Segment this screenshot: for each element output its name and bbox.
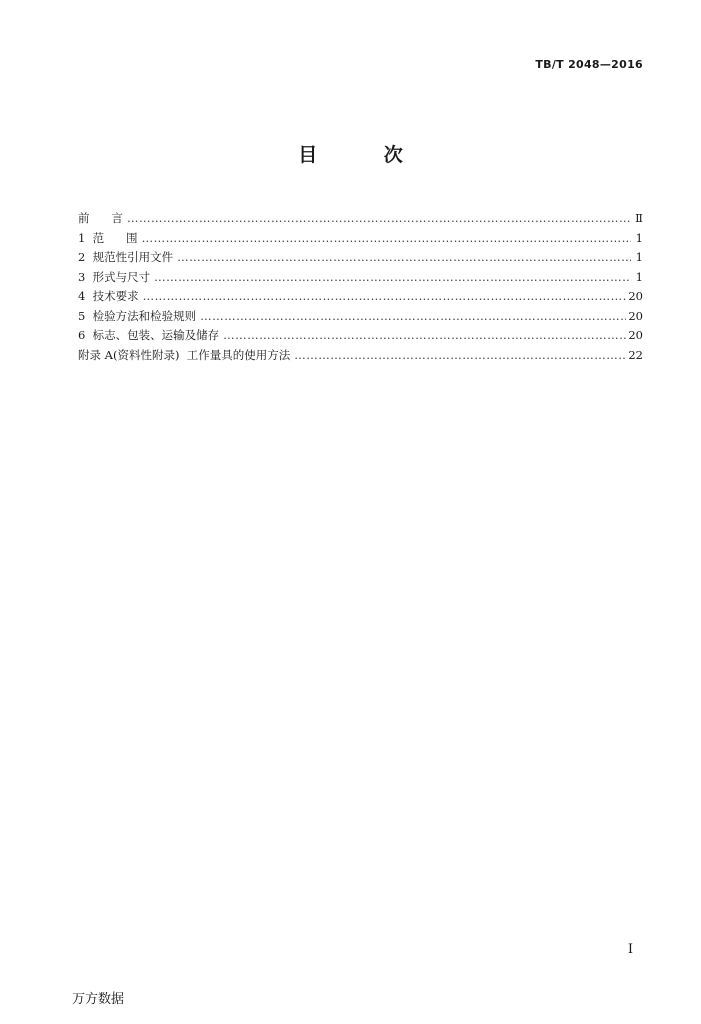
toc-entry-label: 4 技术要求 [78,289,139,303]
toc-title: 目 次 [298,144,433,166]
toc-entry-page: 22 [628,347,643,362]
toc-entry-label: 2 规范性引用文件 [78,250,174,264]
toc-entry-page: 20 [628,328,643,342]
toc-entry-inspection-methods[interactable] [78,307,643,327]
toc-entry-page: Ⅱ [635,211,643,225]
toc-entry-page: 1 [635,230,643,245]
toc-entry-label: 6 标志、包装、运输及储存 [78,328,220,342]
toc-entry-label: 前 言 [78,211,123,225]
toc-entry-page: 1 [635,269,643,284]
toc-dot-leader [127,209,631,229]
toc-dot-leader [294,346,626,366]
toc-entry-forms-dimensions[interactable] [78,268,643,288]
toc-dot-leader [177,248,631,268]
toc-dot-leader [143,287,627,307]
toc-entry-scope[interactable] [78,229,643,249]
toc-dot-leader [142,229,631,249]
toc-entry-label: 5 检验方法和检验规则 [78,308,197,323]
toc-entry-label: 1 范 围 [78,230,138,245]
toc-entry-foreword[interactable] [78,209,643,229]
toc-entry-normative-references[interactable] [78,248,643,268]
toc-entry-label: 附录 A(资料性附录) 工作量具的使用方法 [78,347,291,362]
toc-entry-technical-requirements[interactable] [78,287,643,307]
toc-entry-page: 1 [635,250,643,264]
page-number: I [627,942,633,957]
toc-dot-leader [200,307,626,327]
toc-dot-leader [223,326,626,346]
toc-dot-leader [154,268,631,288]
toc-entry-annex-a[interactable] [78,346,643,366]
table-of-contents [78,209,643,365]
toc-entry-page: 20 [628,289,643,303]
toc-entry-page: 20 [628,308,643,323]
toc-entry-marking-packaging[interactable] [78,326,643,346]
standard-code: TB/T 2048—2016 [535,58,643,71]
watermark: 万方数据 [72,992,125,1007]
toc-entry-label: 3 形式与尺寸 [78,269,151,284]
